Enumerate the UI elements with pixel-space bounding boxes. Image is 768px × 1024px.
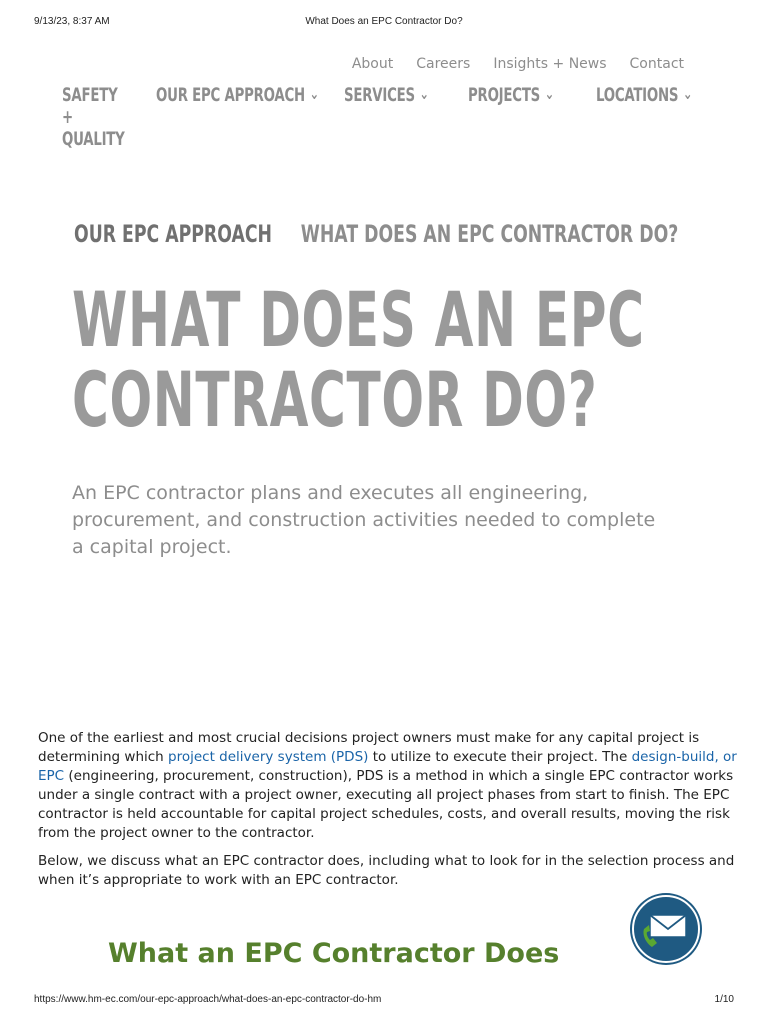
nav-item-our-epc-approach[interactable] xyxy=(156,84,319,106)
print-datetime: 9/13/23, 8:37 AM xyxy=(34,16,110,27)
nav-item-safety-quality[interactable] xyxy=(62,84,125,150)
link-design-build-epc[interactable]: design-build, or EPC xyxy=(38,749,737,784)
nav-item-locations[interactable] xyxy=(596,84,692,106)
breadcrumb-current: WHAT DOES AN EPC CONTRACTOR DO? xyxy=(300,220,679,248)
overview-paragraph: Below, we discuss what an EPC contractor does, including what to look for in the selection process and when it’s appropriate to work with an EPC contractor. xyxy=(38,853,735,888)
breadcrumb-parent[interactable]: OUR EPC APPROACH xyxy=(74,220,272,248)
nav-safety-line1: SAFETY xyxy=(62,84,118,106)
print-url: https://www.hm-ec.com/our-epc-approach/what-does-an-epc-contractor-do-hm xyxy=(34,994,382,1005)
envelope-phone-icon xyxy=(630,893,702,965)
intro-text-b: to utilize to execute their project. The xyxy=(368,749,632,765)
nav-item-label: LOCATIONS xyxy=(596,84,679,106)
breadcrumb xyxy=(74,220,678,248)
nav-link-about[interactable]: About xyxy=(351,56,394,72)
contact-button[interactable] xyxy=(630,893,702,965)
nav-item-label: PROJECTS xyxy=(468,84,541,106)
intro-text-a: One of the earliest and most crucial decisions project owners must make for any capital project is determining which xyxy=(38,730,700,765)
nav-link-careers[interactable]: Careers xyxy=(416,56,471,72)
nav-item-label: SERVICES xyxy=(344,84,415,106)
page-subtitle: An EPC contractor plans and executes all engineering, procurement, and construction activities needed to complete a capital project. xyxy=(72,482,656,558)
page-title-line2: CONTRACTOR DO? xyxy=(72,355,598,444)
page-title xyxy=(72,275,645,444)
section-heading: What an EPC Contractor Does xyxy=(108,938,560,969)
utility-nav xyxy=(352,56,684,72)
print-page-number: 1/10 xyxy=(714,994,734,1005)
link-project-delivery-system[interactable]: project delivery system (PDS) xyxy=(168,749,369,765)
chevron-down-icon: ⌄ xyxy=(544,84,554,103)
intro-text-c: (engineering, procurement, construction), PDS is a method in which a single EPC contractor works under a single contract with a project owner, executing all project phases from start to finish. The EPC contractor is held accountable for capital project schedules, costs, and overall results, moving the risk from the project owner to the contractor. xyxy=(38,768,734,841)
chevron-down-icon: ⌄ xyxy=(419,84,429,103)
intro-paragraph xyxy=(38,729,738,843)
nav-safety-line3: QUALITY xyxy=(62,128,125,150)
nav-item-label: OUR EPC APPROACH xyxy=(156,84,305,106)
nav-safety-line2: + xyxy=(62,106,73,128)
chevron-down-icon: ⌄ xyxy=(682,84,693,103)
nav-link-insights-news[interactable]: Insights + News xyxy=(493,56,607,72)
page-title-line1: WHAT DOES AN EPC xyxy=(72,275,645,364)
print-page-title: What Does an EPC Contractor Do? xyxy=(305,16,463,27)
nav-item-services[interactable] xyxy=(344,84,429,106)
nav-link-contact[interactable]: Contact xyxy=(629,56,684,72)
chevron-down-icon: ⌄ xyxy=(309,84,319,103)
nav-item-projects[interactable] xyxy=(468,84,554,106)
